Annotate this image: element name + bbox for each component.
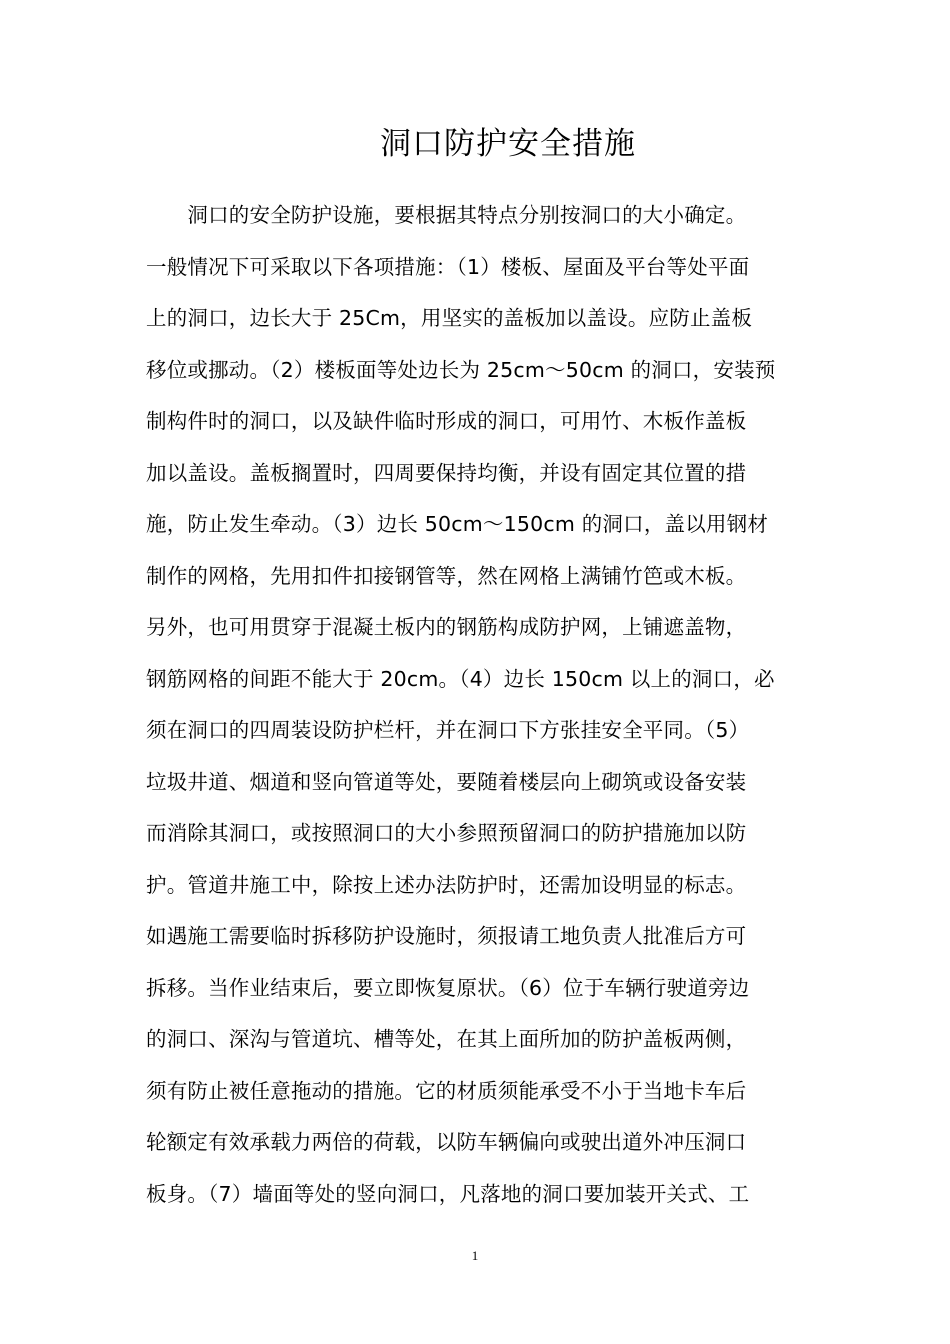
body-text-line: 护。管道井施工中，除按上述办法防护时，还需加设明显的标志。	[146, 873, 747, 897]
body-text-line: 制构件时的洞口，以及缺件临时形成的洞口，可用竹、木板作盖板	[146, 409, 747, 433]
body-text-line: 加以盖设。盖板搁置时，四周要保持均衡，并设有固定其位置的措	[146, 461, 747, 485]
body-text-line: 洞口的安全防护设施，要根据其特点分别按洞口的大小确定。	[146, 203, 747, 227]
body-text-line: 如遇施工需要临时拆移防护设施时，须报请工地负责人批准后方可	[146, 924, 747, 948]
page-title: 洞口防护安全措施	[380, 126, 636, 162]
body-text-line: 须有防止被任意拖动的措施。它的材质须能承受不小于当地卡车后	[146, 1079, 747, 1103]
page-number: 1	[471, 1248, 479, 1263]
body-text-line: 而消除其洞口，或按照洞口的大小参照预留洞口的防护措施加以防	[146, 821, 747, 845]
body-text-line: 垃圾井道、烟道和竖向管道等处，要随着楼层向上砌筑或设备安装	[146, 770, 747, 794]
body-text-line: 制作的网格，先用扣件扣接钢管等，然在网格上满铺竹笆或木板。	[146, 564, 747, 588]
body-text-line: 拆移。当作业结束后，要立即恢复原状。（6）位于车辆行驶道旁边	[146, 976, 750, 1000]
body-text-line: 另外，也可用贯穿于混凝土板内的钢筋构成防护网，上铺遮盖物，	[146, 615, 747, 639]
body-text-line: 移位或挪动。（2）楼板面等处边长为 25cm～50cm 的洞口，安装预	[146, 358, 776, 382]
body-text-line: 钢筋网格的间距不能大于 20cm。（4）边长 150cm 以上的洞口，必	[146, 667, 775, 691]
body-text-line: 施，防止发生牵动。（3）边长 50cm～150cm 的洞口，盖以用钢材	[146, 512, 769, 536]
body-text-line: 板身。（7）墙面等处的竖向洞口，凡落地的洞口要加装开关式、工	[146, 1182, 750, 1206]
body-text-line: 的洞口、深沟与管道坑、槽等处，在其上面所加的防护盖板两侧，	[146, 1027, 747, 1051]
body-text-line: 上的洞口，边长大于 25Cm，用坚实的盖板加以盖设。应防止盖板	[146, 306, 753, 330]
body-text-line: 须在洞口的四周装设防护栏杆，并在洞口下方张挂安全平同。（5）	[146, 718, 750, 742]
body-text-line: 轮额定有效承载力两倍的荷载，以防车辆偏向或驶出道外冲压洞口	[146, 1130, 747, 1154]
body-text-line: 一般情况下可采取以下各项措施：（1）楼板、屋面及平台等处平面	[146, 255, 750, 279]
